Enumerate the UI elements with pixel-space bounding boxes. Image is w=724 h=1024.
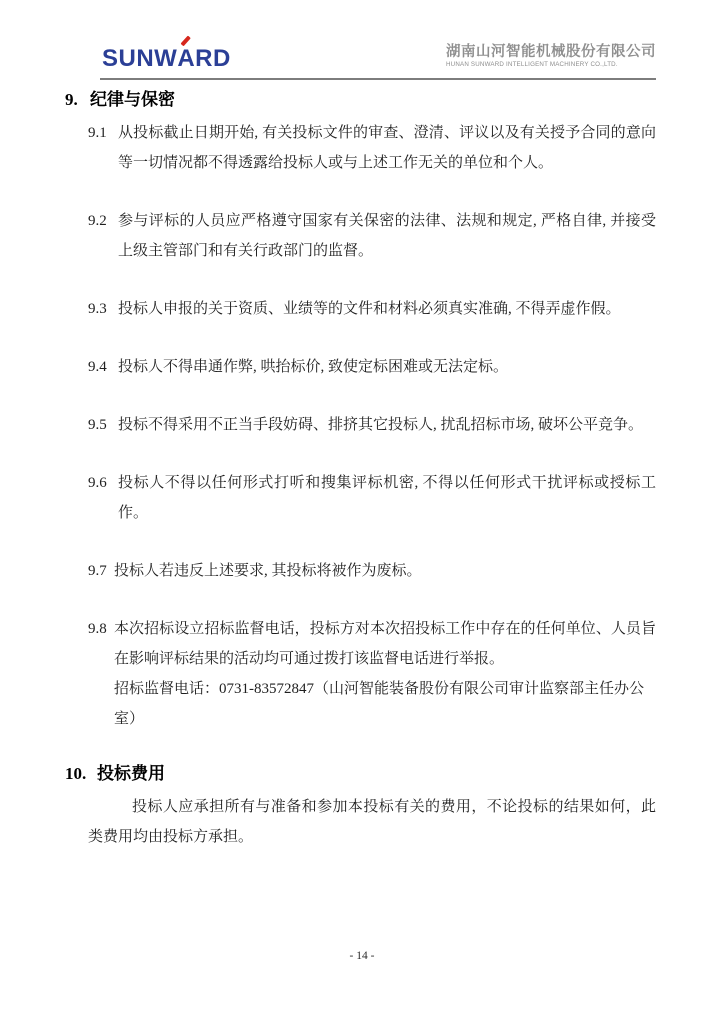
clause-number: 9.5 [88, 417, 107, 433]
clause-number: 9.2 [88, 213, 107, 229]
supervision-phone-line: 招标监督电话：0731-83572847（山河智能装备股份有限公司审计监察部主任办公室） [114, 681, 644, 727]
clause-number: 9.8 [88, 621, 107, 637]
document-content [0, 88, 724, 852]
clause-9-6 [88, 468, 656, 528]
clause-number: 9.7 [88, 563, 107, 579]
page-header [100, 44, 656, 80]
section-10-number: 10. [65, 764, 87, 783]
clause-9-5 [88, 410, 656, 440]
company-name-block [446, 44, 656, 69]
section-9-title: 纪律与保密 [90, 90, 175, 109]
logo-text-part3: RD [195, 45, 231, 72]
clause-text: 投标不得采用不正当手段妨碍、排挤其它投标人, 扰乱招标市场, 破坏公平竞争。 [118, 417, 644, 433]
clause-9-4 [88, 352, 656, 382]
clause-9-1 [88, 118, 656, 178]
clause-9-3 [88, 294, 656, 324]
clause-text: 本次招标设立招标监督电话，投标方对本次招投标工作中存在的任何单位、人员旨在影响评标结果的活动均可通过拨打该监督电话进行举报。 [114, 621, 656, 667]
clause-text: 投标人不得串通作弊, 哄抬标价, 致使定标困难或无法定标。 [118, 359, 509, 375]
page-number: - 14 - [349, 950, 375, 962]
clause-text: 投标人若违反上述要求, 其投标将被作为废标。 [114, 563, 422, 579]
logo-text-part2: A [177, 45, 196, 72]
clause-text: 从投标截止日期开始, 有关投标文件的审查、澄清、评议以及有关授予合同的意向等一切情况都不得透露给投标人或与上述工作无关的单位和个人。 [118, 125, 656, 171]
section-10-heading [65, 762, 724, 785]
clause-text: 投标人不得以任何形式打听和搜集评标机密, 不得以任何形式干扰评标或授标工作。 [118, 475, 656, 521]
clause-9-8 [88, 614, 656, 734]
section-9-heading [65, 88, 724, 111]
section-10-title: 投标费用 [97, 764, 165, 783]
clause-number: 9.6 [88, 475, 107, 491]
sunward-logo [102, 46, 231, 72]
clause-9-7 [88, 556, 656, 586]
company-name-en: HUNAN SUNWARD INTELLIGENT MACHINERY CO.,LTD. [446, 61, 618, 68]
clause-number: 9.1 [88, 125, 107, 141]
clause-text: 参与评标的人员应严格遵守国家有关保密的法律、法规和规定, 严格自律, 并接受上级主管部门和有关行政部门的监督。 [118, 213, 656, 259]
company-name-cn: 湖南山河智能机械股份有限公司 [446, 44, 656, 60]
clause-9-2 [88, 206, 656, 266]
clause-text: 投标人申报的关于资质、业绩等的文件和材料必须真实准确, 不得弄虚作假。 [118, 301, 621, 317]
clause-number: 9.4 [88, 359, 107, 375]
clause-number: 9.3 [88, 301, 107, 317]
logo-text-part1: SUNW [102, 45, 178, 72]
section-10-paragraph: 投标人应承担所有与准备和参加本投标有关的费用，不论投标的结果如何，此类费用均由投标方承担。 [88, 799, 656, 845]
section-9-number: 9. [65, 90, 78, 109]
